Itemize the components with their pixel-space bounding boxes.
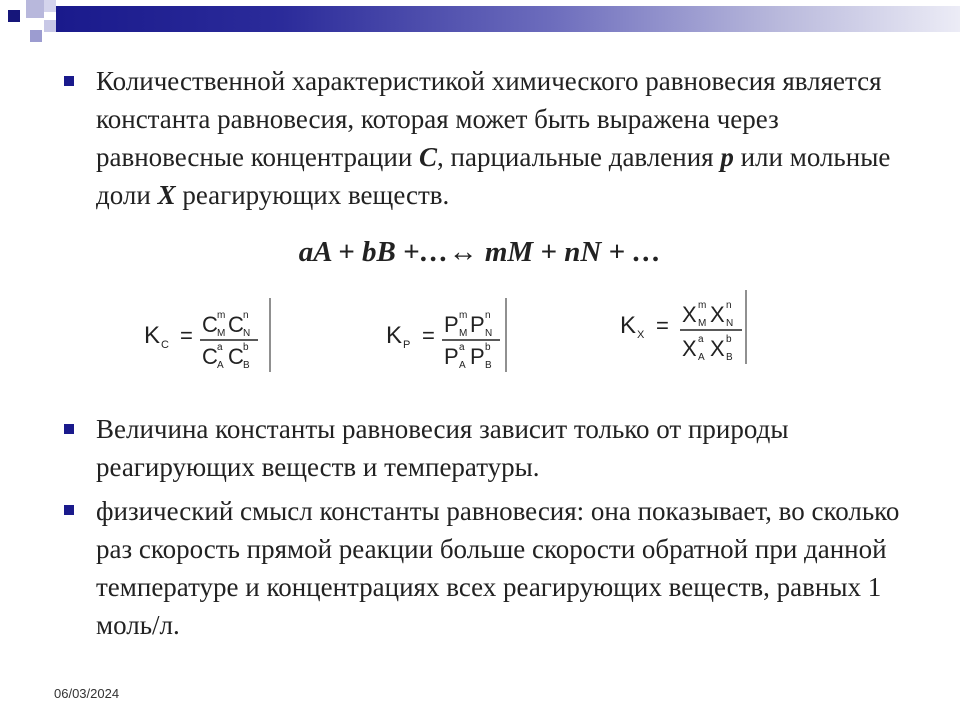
num-sub-1: M <box>698 318 707 329</box>
den-symbol-1: P <box>444 344 459 369</box>
num-symbol-2: C <box>228 312 244 337</box>
num-sup-2: n <box>243 310 249 321</box>
num-sup-2: n <box>726 300 732 311</box>
num-symbol-2: P <box>470 312 485 337</box>
num-sup-2: n <box>485 310 491 321</box>
den-symbol-1: X <box>682 336 697 361</box>
k-symbol: K <box>620 312 637 339</box>
bullet-marker-icon <box>64 505 74 515</box>
equals-sign: = <box>180 323 193 348</box>
num-sub-2: N <box>485 328 493 339</box>
formula-kx <box>616 288 766 368</box>
text-span: , парциальные давления <box>437 142 721 172</box>
den-sub-1: A <box>217 360 224 371</box>
bullet-marker-icon <box>64 424 74 434</box>
num-symbol-1: C <box>202 312 218 337</box>
num-sup-1: m <box>459 310 468 321</box>
formula-kc <box>140 296 290 376</box>
equals-sign: = <box>422 323 435 348</box>
equation-right: mM + nN + … <box>484 236 662 268</box>
text-span: реагирующих веществ. <box>175 180 450 210</box>
den-sub-2: B <box>726 352 733 363</box>
den-symbol-2: X <box>710 336 725 361</box>
den-sub-2: B <box>243 360 250 371</box>
equals-sign: = <box>656 313 669 338</box>
bullet-marker-icon <box>64 76 74 86</box>
reaction-equation <box>0 234 960 270</box>
decor-square <box>30 30 42 42</box>
num-sub-1: M <box>459 328 468 339</box>
text-span: или мольные доли <box>96 142 891 210</box>
text-span: Количественной характеристикой химического равновесия является константа равновесия, которая может быть выражена через равновесные концентрации <box>96 66 882 172</box>
den-sup-1: a <box>217 342 223 353</box>
title-decoration <box>0 0 960 40</box>
num-symbol-2: X <box>710 302 725 327</box>
paragraph-dependence: Величина константы равновесия зависит только от природы реагирующих веществ и температуры. <box>96 414 789 482</box>
den-symbol-2: P <box>470 344 485 369</box>
symbol-X: X <box>157 180 176 210</box>
decor-square <box>44 0 56 12</box>
num-sub-2: N <box>726 318 734 329</box>
num-sup-1: m <box>698 300 707 311</box>
num-symbol-1: X <box>682 302 697 327</box>
k-subscript: P <box>403 339 411 351</box>
decor-square <box>8 10 20 22</box>
paragraph-physical-meaning: физический смысл константы равновесия: она показывает, во сколько раз скорость прямой реакции больше скорости обратной при данной температуре и концентрациях всех реагирующих веществ, равных 1 моль/л. <box>96 496 900 640</box>
num-sup-1: m <box>217 310 226 321</box>
k-subscript: X <box>637 329 645 341</box>
symbol-p: p <box>720 142 734 172</box>
den-sup-2: b <box>243 342 249 353</box>
num-symbol-1: P <box>444 312 459 337</box>
formula-kp <box>382 296 532 376</box>
den-symbol-1: C <box>202 344 218 369</box>
den-sub-1: A <box>698 352 705 363</box>
symbol-C: C <box>419 142 438 172</box>
k-symbol: K <box>386 322 403 349</box>
num-sub-2: N <box>243 328 251 339</box>
equation-left: aA + bB +… <box>298 236 449 268</box>
decor-square <box>26 0 44 18</box>
den-sup-1: a <box>459 342 465 353</box>
decor-square <box>44 20 56 32</box>
den-sup-2: b <box>726 334 732 345</box>
paragraph-equilibrium-constant <box>96 62 916 214</box>
num-sub-1: M <box>217 328 226 339</box>
title-band <box>56 6 960 32</box>
den-sub-2: B <box>485 360 492 371</box>
equilibrium-arrow-icon: ↔ <box>448 236 478 268</box>
den-symbol-2: C <box>228 344 244 369</box>
den-sup-1: a <box>698 334 704 345</box>
den-sub-1: A <box>459 360 466 371</box>
k-subscript: C <box>161 339 169 351</box>
k-symbol: K <box>144 322 161 349</box>
slide-date: 06/03/2024 <box>54 686 120 701</box>
den-sup-2: b <box>485 342 491 353</box>
